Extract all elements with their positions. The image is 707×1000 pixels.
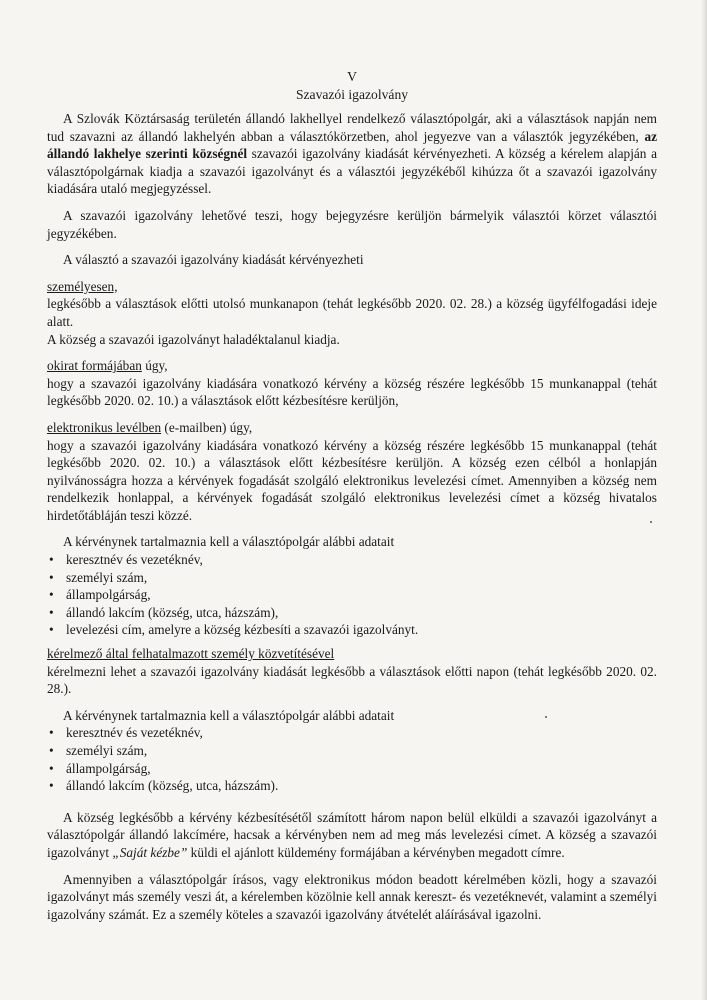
list-item: • személyi szám,: [66, 569, 657, 587]
section-personal-title: személyesen,: [47, 278, 118, 294]
intro-text-bold: az állandó lakhelye szerinti községnél: [47, 128, 657, 162]
section-document-title: okirat formájában úgy,: [47, 358, 168, 374]
list-item: • keresztnév és vezetéknév,: [66, 551, 657, 569]
section-personal-text-2: A község a szavazói igazolványt haladéktalanul kiadja.: [47, 331, 340, 347]
intro-paragraph: [47, 110, 657, 198]
list-item: • állampolgárság,: [66, 760, 657, 778]
section-proxy-text: kérelmezni lehet a szavazói igazolvány kiadását legkésőbb a választások előtti napon (tehát legkésőbb 2020. 02. 28.).: [47, 663, 657, 697]
own-hands-term: „Saját kézbe”: [112, 844, 188, 860]
section-personal-text: legkésőbb a választások előtti utolsó munkanapon (tehát legkésőbb 2020. 02. 28.) a község ügyfélfogadási ideje alatt.: [47, 296, 657, 329]
required-data-list-2: [47, 724, 657, 794]
delivery-paragraph: A község legkésőbb a kérvény kézbesítésétől számított három napon belül elküldi a szavazói igazolványt a választópolgár állandó lakcímére, hacsak a kérvényben nem ad meg más levelezési címet. A község a szavazói igazolványt „Saját kézbe” küldi el ajánlott küldemény formájában a kérvényben megadott címre.: [47, 809, 657, 860]
list-item: • állampolgárság,: [66, 586, 657, 604]
list-item: • állandó lakcím (község, utca, házszám).: [66, 777, 657, 795]
section-number: V: [347, 69, 357, 84]
list-item: • személyi szám,: [66, 742, 657, 760]
intro-text-a: A Szlovák Köztársaság területén állandó lakhellyel rendelkező választópolgár, aki a választások napján nem tud szavazni az állandó lakhelyén abban a választókörzetben, ahol jegyezve van a választók jegyzékében,: [47, 111, 657, 144]
request-methods-intro: A választó a szavazói igazolvány kiadását kérvényezheti: [63, 252, 364, 268]
purpose-paragraph: A szavazói igazolvány lehetővé teszi, hogy bejegyzésre kerüljön bármelyik választói körzet választói jegyzékében.: [47, 207, 657, 241]
required-data-intro-1: A kérvénynek tartalmaznia kell a választópolgár alábbi adatait: [63, 534, 395, 550]
document-title: Szavazói igazolvány: [295, 87, 409, 102]
section-email-title: elektronikus levélben (e-mailben) úgy,: [47, 419, 253, 435]
section-proxy-title: kérelmező által felhatalmazott személy közvetítésével: [47, 646, 335, 662]
scan-speck: [545, 716, 547, 718]
list-item: • levelezési cím, amelyre a község kézbesíti a szavazói igazolványt.: [66, 621, 657, 639]
list-item: • keresztnév és vezetéknév,: [66, 724, 657, 742]
scan-speck: [650, 521, 652, 523]
section-document-text: hogy a szavazói igazolvány kiadására vonatkozó kérvény a község részére legkésőbb 15 munkanappal (tehát legkésőbb 2020. 02. 10.) a választások előtt kézbesítésre kerüljön,: [47, 375, 657, 409]
scan-edge-shadow: [701, 0, 707, 1000]
section-email-text: hogy a szavazói igazolvány kiadására vonatkozó kérvény a község részére legkésőbb 15 munkanappal (tehát legkésőbb 2020. 02. 10.) a választások előtt kézbesítésre kerüljön. A község ezen célból a honlapján nyilvánosságra hozza a kérvények fogadását szolgáló elektronikus levelezési címet. Amennyiben a község nem rendelkezik honlappal, a kérvények fogadását szolgáló elektronikus levelezési címet a község hivatalos hirdetőtábláján teszi közzé.: [47, 437, 657, 523]
proxy-pickup-paragraph: Amennyiben a választópolgár írásos, vagy elektronikus módon beadott kérelmében közli, hogy a szavazói igazolványt más személy veszi át, a kérelemben közölnie kell annak kereszt- és vezetéknevét, valamint a személyi igazolvány számát. Ez a személy köteles a szavazói igazolvány átvételét aláírásával igazolni.: [47, 871, 657, 922]
intro-text-c: szavazói igazolvány kiadását kérvényezheti. A község a kérelem alapján a választópolgárnak kiadja a szavazói igazolványt és a választói jegyzékéből kihúzza őt a szavazói igazolvány kiadására utaló megjegyzéssel.: [47, 146, 657, 197]
list-item: • állandó lakcím (község, utca, házszám),: [66, 604, 657, 622]
required-data-intro-2: A kérvénynek tartalmaznia kell a választópolgár alábbi adatait: [63, 707, 395, 723]
required-data-list-1: [47, 551, 657, 639]
